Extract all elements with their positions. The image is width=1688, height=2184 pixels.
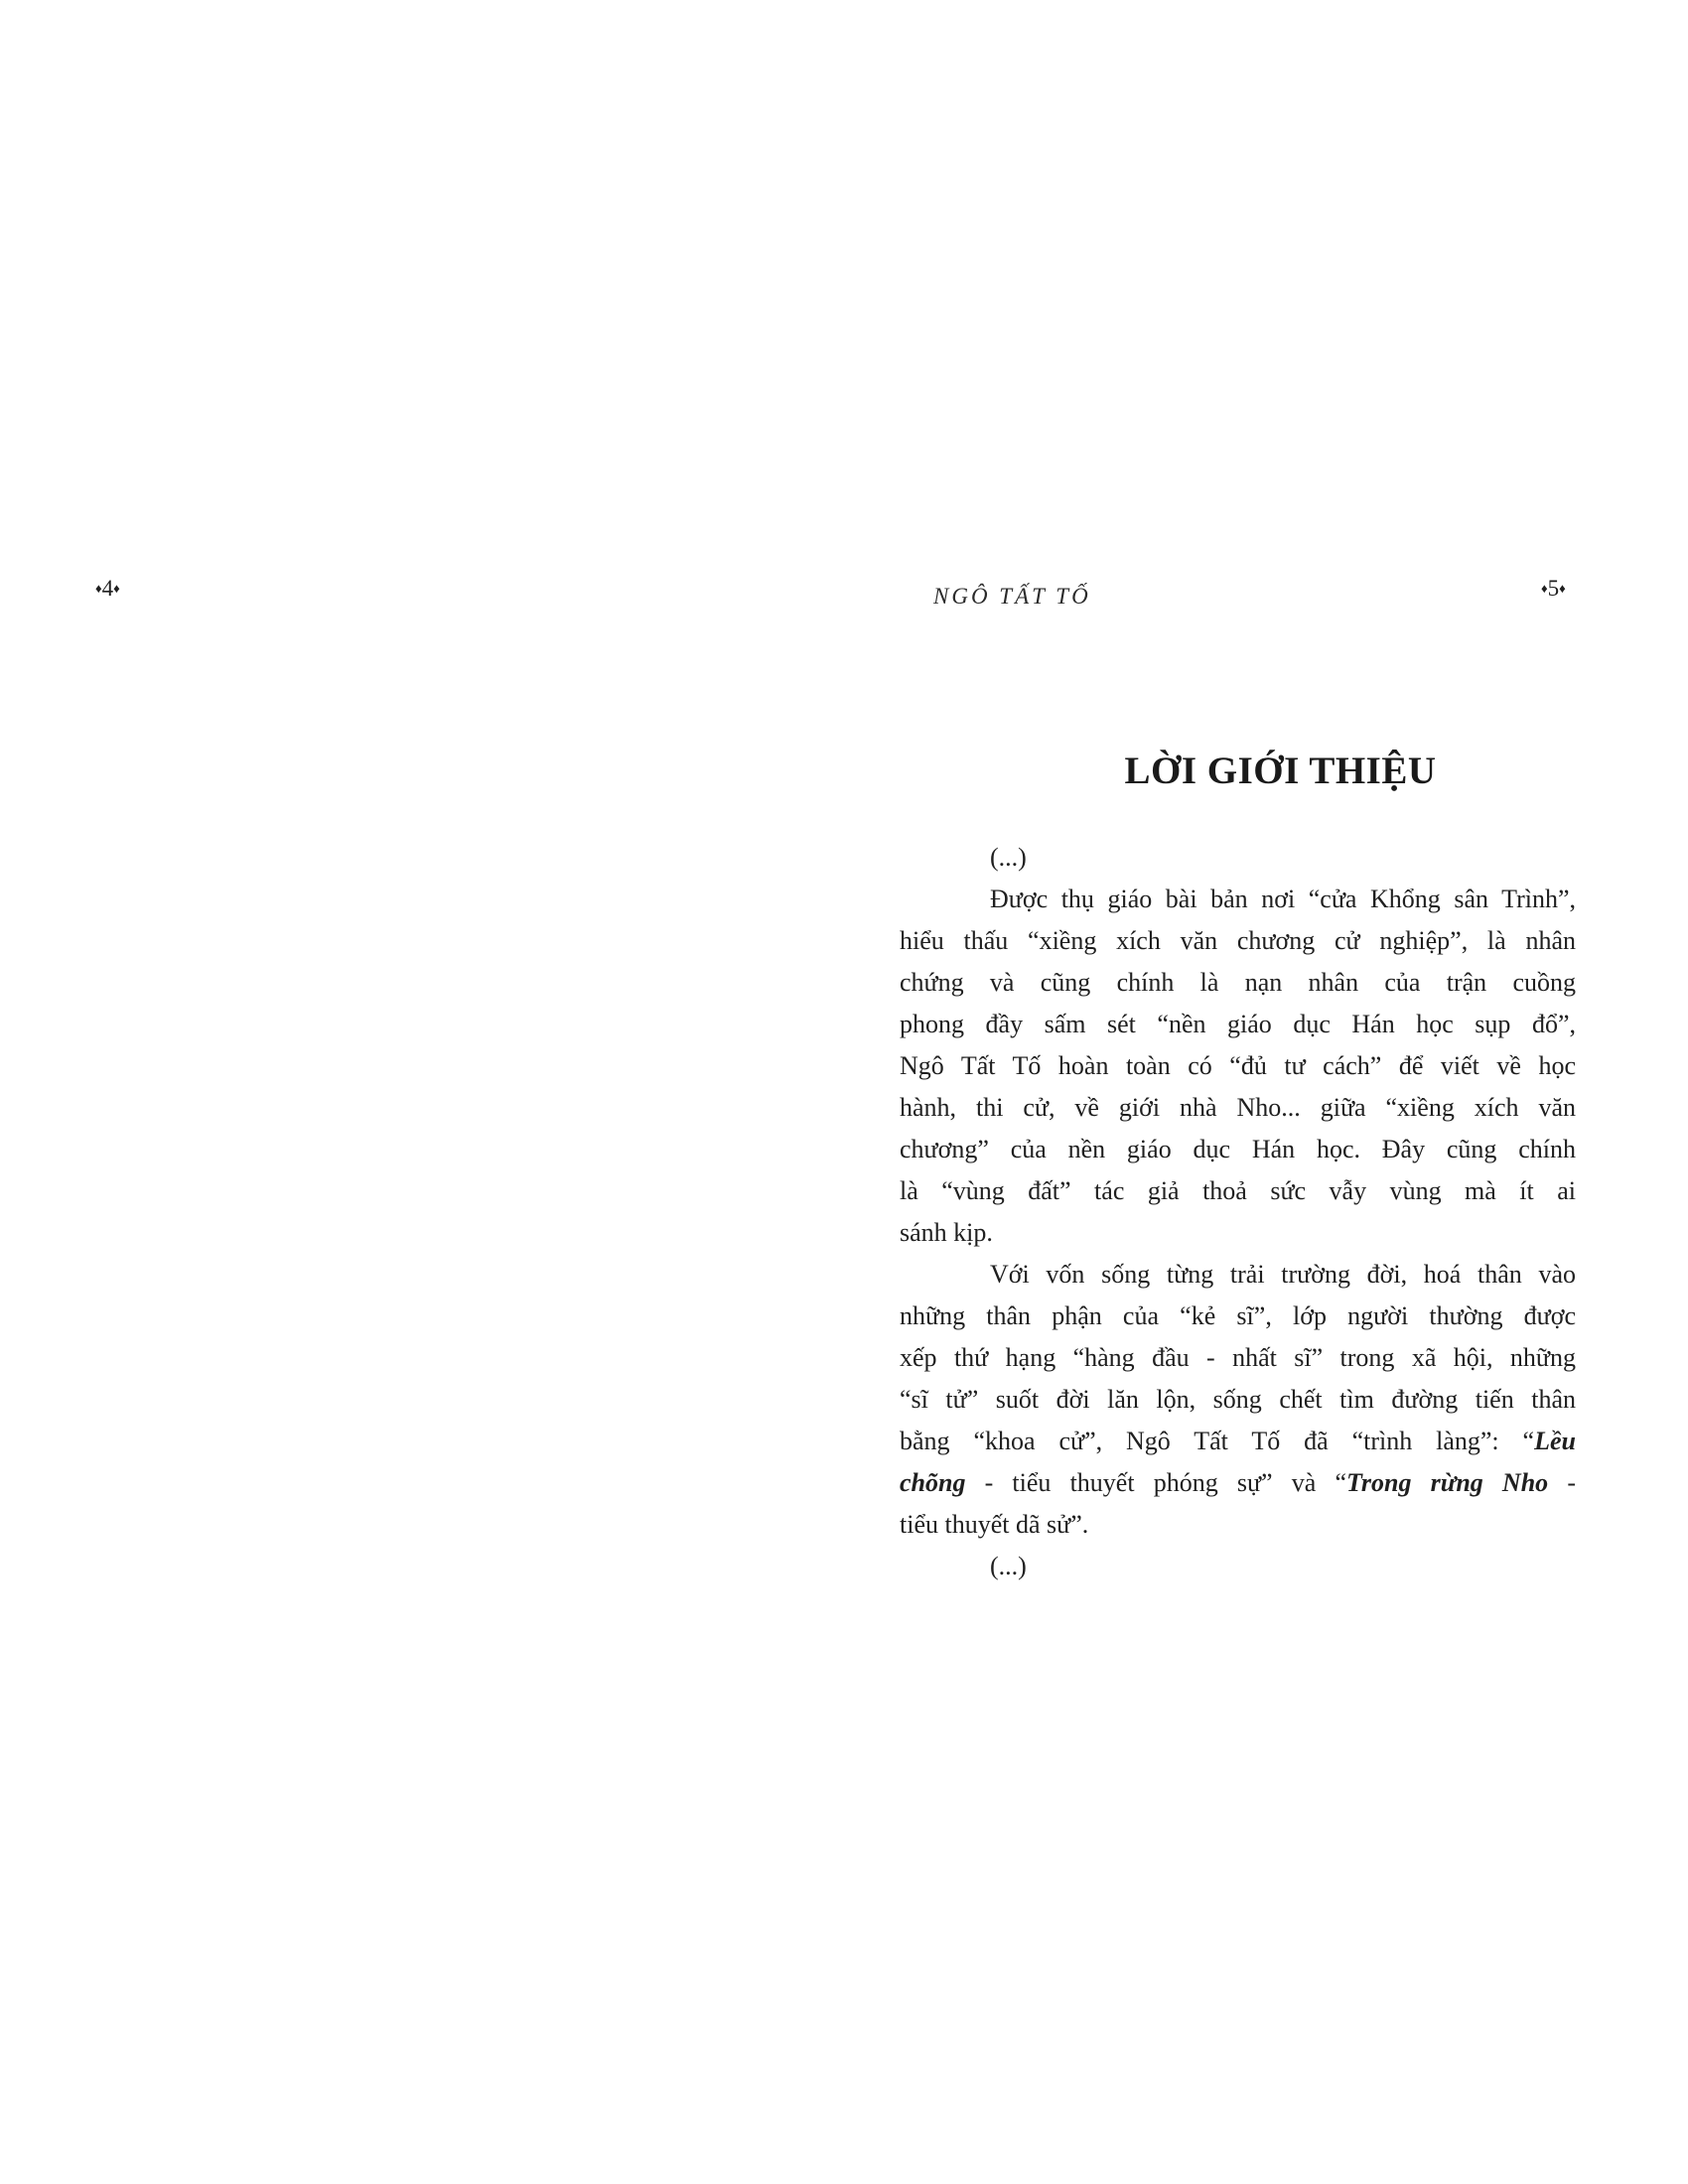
text-segment: xếp thứ hạng “hàng đầu - nhất sĩ” trong xã hội, những: [900, 1343, 1576, 1372]
text-segment: bằng “khoa cử”, Ngô Tất Tố đã “trình làng”: “: [900, 1427, 1535, 1455]
text-segment: hiểu thấu “xiềng xích văn chương cử nghiệp”, là nhân: [900, 926, 1576, 955]
text-segment: Với vốn sống từng trải trường đời, hoá thân vào: [990, 1260, 1576, 1289]
running-header: NGÔ TẤT TỐ: [933, 584, 1091, 609]
text-line: [900, 879, 1576, 920]
text-segment: - tiểu thuyết phóng sự” và “: [965, 1468, 1346, 1497]
text-line: [900, 1004, 1576, 1045]
text-line: [900, 1254, 1576, 1296]
text-segment: hành, thi cử, về giới nhà Nho... giữa “xiềng xích văn: [900, 1093, 1576, 1122]
text-line: [900, 1212, 1576, 1254]
text-segment: phong đầy sấm sét “nền giáo dục Hán học sụp đổ”,: [900, 1010, 1576, 1038]
text-segment: những thân phận của “kẻ sĩ”, lớp người thường được: [900, 1301, 1576, 1330]
diamond-ornament-icon: ♦: [95, 581, 102, 596]
text-segment: (...): [990, 843, 1027, 872]
text-line: [900, 1045, 1576, 1087]
book-title-emphasis: Trong rừng Nho: [1345, 1468, 1549, 1497]
text-segment: tiểu thuyết dã sử”.: [900, 1510, 1089, 1539]
text-line: [900, 1087, 1576, 1129]
text-segment: sánh kịp.: [900, 1218, 993, 1247]
page-number-right-value: 5: [1547, 576, 1560, 601]
text-segment: chứng và cũng chính là nạn nhân của trận cuồng: [900, 968, 1576, 997]
page-number-left: [95, 574, 120, 604]
page-number-left-value: 4: [101, 576, 114, 601]
text-segment: chương” của nền giáo dục Hán học. Đây cũng chính: [900, 1135, 1576, 1163]
diamond-ornament-icon: ♦: [1559, 581, 1566, 596]
text-line: [900, 1379, 1576, 1421]
diamond-ornament-icon: ♦: [113, 581, 120, 596]
text-segment: (...): [990, 1552, 1027, 1580]
text-line: [900, 1546, 1576, 1587]
text-line: [900, 1170, 1576, 1212]
text-line: [900, 837, 1576, 879]
text-line: [900, 1129, 1576, 1170]
text-segment: Được thụ giáo bài bản nơi “cửa Khổng sân Trình”,: [990, 885, 1576, 913]
text-line: [900, 1462, 1576, 1504]
text-line: [900, 1504, 1576, 1546]
text-line: [900, 962, 1576, 1004]
section-title: LỜI GIỚI THIỆU: [1124, 750, 1437, 792]
page-number-right: [1541, 574, 1566, 604]
text-line: [900, 920, 1576, 962]
body-text: [900, 837, 1576, 1587]
book-title-emphasis: chõng: [900, 1468, 966, 1497]
text-segment: Ngô Tất Tố hoàn toàn có “đủ tư cách” để viết về học: [900, 1051, 1576, 1080]
text-segment: “sĩ tử” suốt đời lăn lộn, sống chết tìm đường tiến thân: [900, 1385, 1576, 1414]
text-segment: -: [1548, 1468, 1576, 1497]
text-segment: là “vùng đất” tác giả thoả sức vẫy vùng mà ít ai: [900, 1176, 1576, 1205]
text-line: [900, 1421, 1576, 1462]
book-title-emphasis: Lều: [1534, 1427, 1576, 1455]
diamond-ornament-icon: ♦: [1541, 581, 1548, 596]
text-line: [900, 1337, 1576, 1379]
text-line: [900, 1296, 1576, 1337]
